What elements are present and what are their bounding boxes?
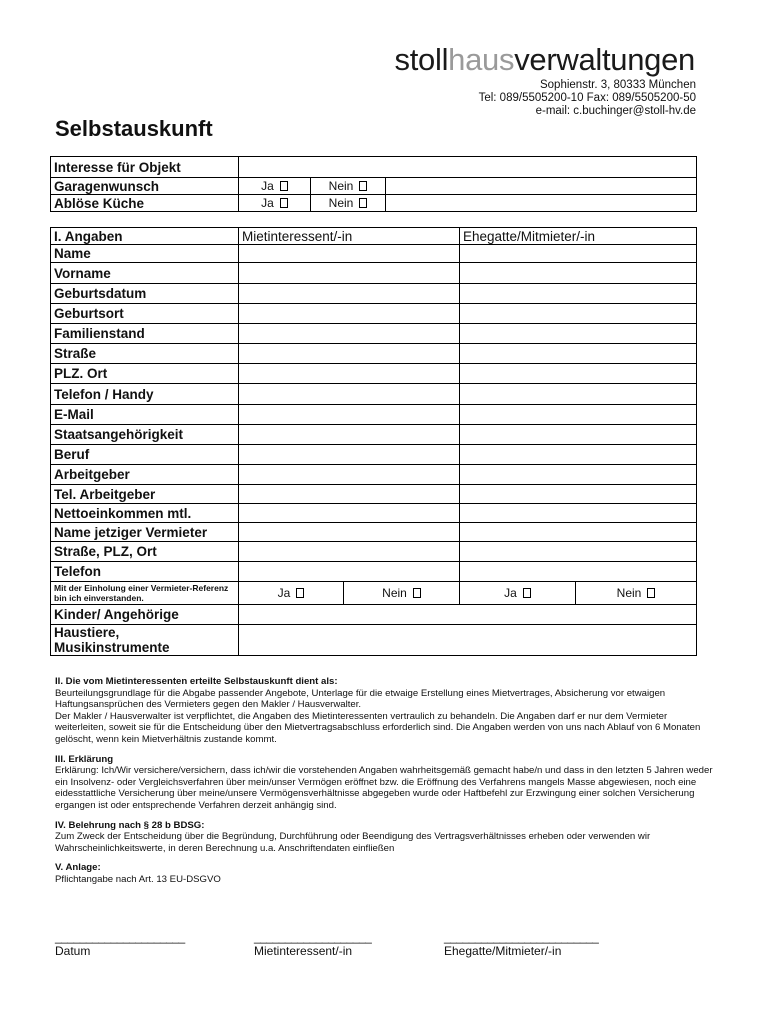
table-row (51, 344, 697, 364)
spouse-input-cell[interactable] (460, 304, 697, 324)
table-row (51, 364, 697, 384)
table-row (51, 405, 697, 425)
pets-instruments-field[interactable] (239, 625, 697, 656)
row-label: PLZ. Ort (51, 364, 239, 384)
tenant-input-cell[interactable] (239, 263, 460, 284)
garage-yes-option[interactable]: Ja (239, 178, 311, 195)
tenant-input-cell[interactable] (239, 465, 460, 485)
row-label: Vorname (51, 263, 239, 284)
section-4-text: Zum Zweck der Entscheidung über die Begründung, Durchführung oder Beendigung des Vertragsverhältnisses erheben oder verwenden wir Wahrscheinlichkeitswerte, in deren Berechnung u.a. Anschriftendaten einfließen (55, 831, 651, 854)
table-row (51, 465, 697, 485)
table-row (51, 504, 697, 523)
section-3-text: Erklärung: Ich/Wir versichere/versichern, dass ich/wir die vorstehenden Angaben wahrheitsgemäß gemacht habe/n und dass in den letzten 5 Jahren weder ein Insolvenz- oder Vergleichsverfahren über mein/unser Vermögen eröffnet bzw. die Eröffnung des Verfahrens mangels Masse abgewiesen, noch eine eidesstattliche Versicherung über meine/unsere Vermögensverhältnisse abgegeben wurde oder Haftbefehl zur Erzwingung einer solchen Versicherung ergangen ist oder entsprechende Verfahren derzeit anhängig sind. (55, 765, 713, 811)
company-logo: stollhausverwaltungen (394, 42, 695, 77)
row-label: Name jetziger Vermieter (51, 523, 239, 542)
tenant-input-cell[interactable] (239, 405, 460, 425)
section-4-title: IV. Belehrung nach § 28 b BDSG: (55, 819, 205, 831)
table-row (51, 324, 697, 344)
spouse-input-cell[interactable] (460, 523, 697, 542)
table-row (51, 245, 697, 263)
personal-data-table (50, 227, 697, 656)
object-interest-table (50, 156, 697, 212)
spouse-input-cell[interactable] (460, 445, 697, 465)
row-label: Telefon / Handy (51, 384, 239, 405)
section-label: I. Angaben (51, 228, 239, 245)
row-label: Straße, PLZ, Ort (51, 542, 239, 562)
tenant-input-cell[interactable] (239, 245, 460, 263)
company-address (479, 79, 696, 118)
table-row (51, 485, 697, 504)
checkbox-icon[interactable] (359, 198, 367, 208)
column-header-tenant: Mietinteressent/-in (239, 228, 460, 245)
table-row (51, 523, 697, 542)
tenant-input-cell[interactable] (239, 304, 460, 324)
row-label: Telefon (51, 562, 239, 582)
section-2-text2: Der Makler / Hausverwalter ist verpflichtet, die Angaben des Mietinteressenten vertraulich zu behandeln. Die Angaben darf er nur dem Vermieter weiterleiten, soweit sie für die Entscheidung über den Mietvertragsabschluss erforderlich sind. Die Angaben werden von uns nach Ablauf von 6 Monaten gelöscht, wenn kein Mietverhältnis zustande kommt. (55, 710, 701, 745)
checkbox-icon[interactable] (280, 181, 288, 191)
checkbox-icon[interactable] (296, 588, 304, 598)
row-label: Beruf (51, 445, 239, 465)
spouse-input-cell[interactable] (460, 425, 697, 445)
interest-object-field[interactable] (239, 157, 697, 178)
checkbox-icon[interactable] (359, 181, 367, 191)
section-2-title: II. Die vom Mietinteressenten erteilte Selbstauskunft dient als: (55, 676, 338, 687)
children-field[interactable] (239, 605, 697, 625)
spouse-input-cell[interactable] (460, 384, 697, 405)
signature-date-label: Datum (55, 944, 91, 958)
section-3-title: III. Erklärung (55, 753, 114, 765)
tenant-input-cell[interactable] (239, 542, 460, 562)
tenant-input-cell[interactable] (239, 523, 460, 542)
table-row (51, 263, 697, 284)
garage-no-option[interactable]: Nein (311, 178, 386, 195)
spouse-input-cell[interactable] (460, 364, 697, 384)
kitchen-yes-option[interactable]: Ja (239, 195, 311, 212)
interest-object-label: Interesse für Objekt (51, 157, 239, 178)
reference-consent-label: Mit der Einholung einer Vermieter-Referenz bin ich einverstanden. (51, 582, 239, 605)
row-label: Nettoeinkommen mtl. (51, 504, 239, 523)
tenant-input-cell[interactable] (239, 284, 460, 304)
tenant-input-cell[interactable] (239, 485, 460, 504)
tenant-input-cell[interactable] (239, 562, 460, 582)
tenant-consent-no[interactable]: Nein (344, 582, 460, 605)
tenant-input-cell[interactable] (239, 344, 460, 364)
row-label: Tel. Arbeitgeber (51, 485, 239, 504)
spouse-input-cell[interactable] (460, 465, 697, 485)
garage-extra-field[interactable] (386, 178, 697, 195)
table-row (51, 384, 697, 405)
spouse-input-cell[interactable] (460, 344, 697, 364)
table-row (51, 562, 697, 582)
table-row (51, 304, 697, 324)
signature-spouse-label: Ehegatte/Mitmieter/-in (444, 944, 562, 958)
spouse-input-cell[interactable] (460, 485, 697, 504)
row-label: Geburtsort (51, 304, 239, 324)
spouse-input-cell[interactable] (460, 405, 697, 425)
row-label: Arbeitgeber (51, 465, 239, 485)
email-line: e-mail: c.buchinger@stoll-hv.de (535, 105, 696, 117)
tenant-input-cell[interactable] (239, 445, 460, 465)
page-title: Selbstauskunft (55, 116, 213, 141)
signature-date[interactable]: _____________________ Datum (55, 930, 185, 958)
checkbox-icon[interactable] (647, 588, 655, 598)
section-2-text: Beurteilungsgrundlage für die Abgabe passender Angebote, Unterlage für die etwaige Erstellung eines Mietvertrages, Absicherung vor etwaigen Haftungsansprüchen des Vermieters gegen den Makler / Hausverwalter. (55, 687, 666, 711)
tenant-input-cell[interactable] (239, 364, 460, 384)
spouse-input-cell[interactable] (460, 245, 697, 263)
spouse-input-cell[interactable] (460, 324, 697, 344)
table-row (51, 425, 697, 445)
kitchen-takeover-label: Ablöse Küche (51, 195, 239, 212)
legal-notes (55, 676, 715, 894)
pets-instruments-label: Haustiere, Musikinstrumente (51, 625, 239, 656)
row-label: Geburtsdatum (51, 284, 239, 304)
checkbox-icon[interactable] (523, 588, 531, 598)
tenant-input-cell[interactable] (239, 504, 460, 523)
address-line: Sophienstr. 3, 80333 München (539, 79, 696, 91)
children-label: Kinder/ Angehörige (51, 605, 239, 625)
spouse-consent-yes[interactable]: Ja (460, 582, 576, 605)
section-5-title: V. Anlage: (55, 862, 101, 874)
row-label: E-Mail (51, 405, 239, 425)
table-row (51, 284, 697, 304)
signature-tenant-label: Mietinteressent/-in (254, 944, 353, 958)
tenant-input-cell[interactable] (239, 425, 460, 445)
kitchen-extra-field[interactable] (386, 195, 697, 212)
spouse-consent-no[interactable]: Nein (576, 582, 697, 605)
table-row (51, 542, 697, 562)
row-label: Straße (51, 344, 239, 364)
tenant-input-cell[interactable] (239, 324, 460, 344)
checkbox-icon[interactable] (413, 588, 421, 598)
checkbox-icon[interactable] (280, 198, 288, 208)
spouse-input-cell[interactable] (460, 542, 697, 562)
row-label: Name (51, 245, 239, 263)
table-row (51, 445, 697, 465)
kitchen-no-option[interactable]: Nein (311, 195, 386, 212)
section-5-text: Pflichtangabe nach Art. 13 EU-DSGVO (55, 873, 221, 885)
column-header-spouse: Ehegatte/Mitmieter/-in (460, 228, 697, 245)
spouse-input-cell[interactable] (460, 504, 697, 523)
garage-wish-label: Garagenwunsch (51, 178, 239, 195)
spouse-input-cell[interactable] (460, 263, 697, 284)
phone-line: Tel: 089/5505200-10 Fax: 089/5505200-50 (478, 92, 696, 104)
signature-tenant[interactable]: ___________________ Mietinteressent/-in (254, 930, 372, 958)
row-label: Familienstand (51, 324, 239, 344)
signature-spouse[interactable]: _________________________ Ehegatte/Mitmieter/-in (444, 930, 599, 958)
tenant-input-cell[interactable] (239, 384, 460, 405)
row-label: Staatsangehörigkeit (51, 425, 239, 445)
tenant-consent-yes[interactable]: Ja (239, 582, 344, 605)
spouse-input-cell[interactable] (460, 562, 697, 582)
spouse-input-cell[interactable] (460, 284, 697, 304)
